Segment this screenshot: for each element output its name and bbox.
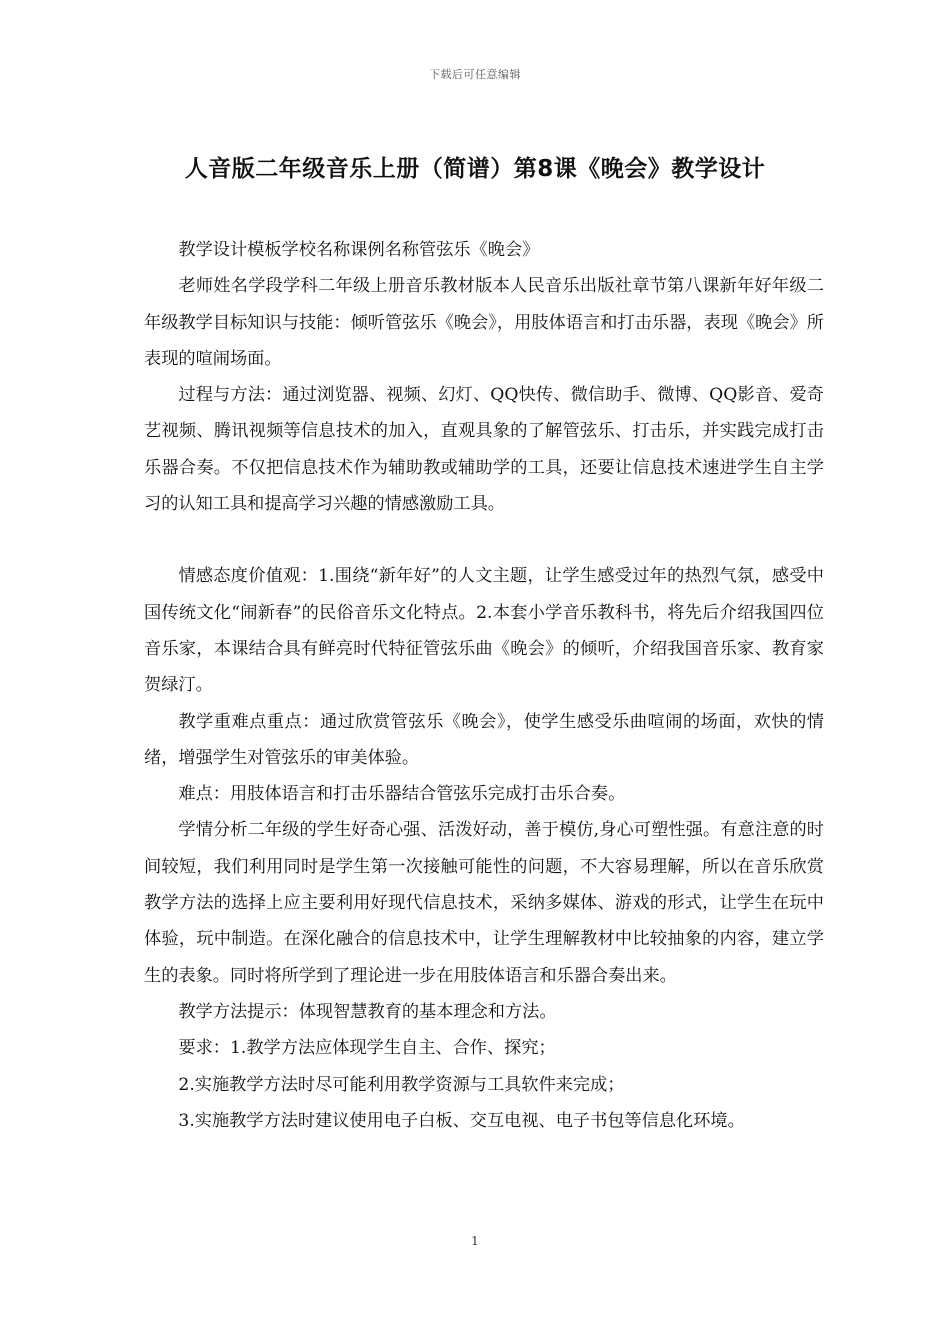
paragraph-process-methods: 过程与方法：通过浏览器、视频、幻灯、QQ快传、微信助手、微博、QQ影音、爱奇艺视频、腾讯视频等信息技术的加入，直观具象的了解管弦乐、打击乐，并实践完成打击乐器合奏。不仅把信息技术作为辅助教或辅助学的工具，还要让信息技术速进学生自主学习的认知工具和提高学习兴趣的情感激励工具。 <box>144 385 824 515</box>
paragraph-key-points: 教学重难点重点：通过欣赏管弦乐《晚会》，使学生感受乐曲喧闹的场面，欢快的情绪，增强学生对管弦乐的审美体验。 <box>144 711 824 768</box>
paragraph-requirement-3: 3.实施教学方法时建议使用电子白板、交互电视、电子书包等信息化环境。 <box>178 1110 745 1131</box>
page-number: 1 <box>471 1234 479 1248</box>
paragraph-requirement-2: 2.实施教学方法时尽可能利用教学资源与工具软件来完成； <box>178 1074 625 1095</box>
paragraph-requirement-1: 要求：1.教学方法应体现学生自主、合作、探究； <box>178 1038 556 1059</box>
header-note: 下载后可任意编辑 <box>429 68 521 81</box>
paragraph-learner-analysis: 学情分析二年级的学生好奇心强、活泼好动，善于模仿,身心可塑性强。有意注意的时间较短，我们利用同时是学生第一次接触可能性的问题，不大容易理解，所以在音乐欣赏教学方法的选择上应主要利用好现代信息技术，采纳多媒体、游戏的形式，让学生在玩中体验，玩中制造。在深化融合的信息技术中，让学生理解教材中比较抽象的内容，建立学生的表象。同时将所学到了理论进一步在用肢体语言和乐器合奏出来。 <box>144 820 824 986</box>
document-title: 人音版二年级音乐上册（简谱）第8课《晚会》教学设计 <box>184 156 766 182</box>
paragraph-difficulty: 难点：用肢体语言和打击乐器结合管弦乐完成打击乐合奏。 <box>178 784 626 805</box>
paragraph-method-tips: 教学方法提示：体现智慧教育的基本理念和方法。 <box>178 1001 557 1022</box>
paragraph-teacher-objectives: 老师姓名学段学科二年级上册音乐教材版本人民音乐出版社章节第八课新年好年级二年级教学目标知识与技能：倾听管弦乐《晚会》，用肢体语言和打击乐器，表现《晚会》所表现的喧闹场面。 <box>144 276 824 369</box>
paragraph-emotional-values: 情感态度价值观：1.围绕“新年好”的人文主题，让学生感受过年的热烈气氛，感受中国传统文化“闹新春”的民俗音乐文化特点。2.本套小学音乐教科书，将先后介绍我国四位音乐家，本课结合具有鲜亮时代特征管弦乐曲《晚会》的倾听，介绍我国音乐家、教育家贺绿汀。 <box>144 566 824 696</box>
document-body <box>144 232 824 1139</box>
paragraph-template-info: 教学设计模板学校名称课例名称管弦乐《晚会》 <box>178 240 540 260</box>
